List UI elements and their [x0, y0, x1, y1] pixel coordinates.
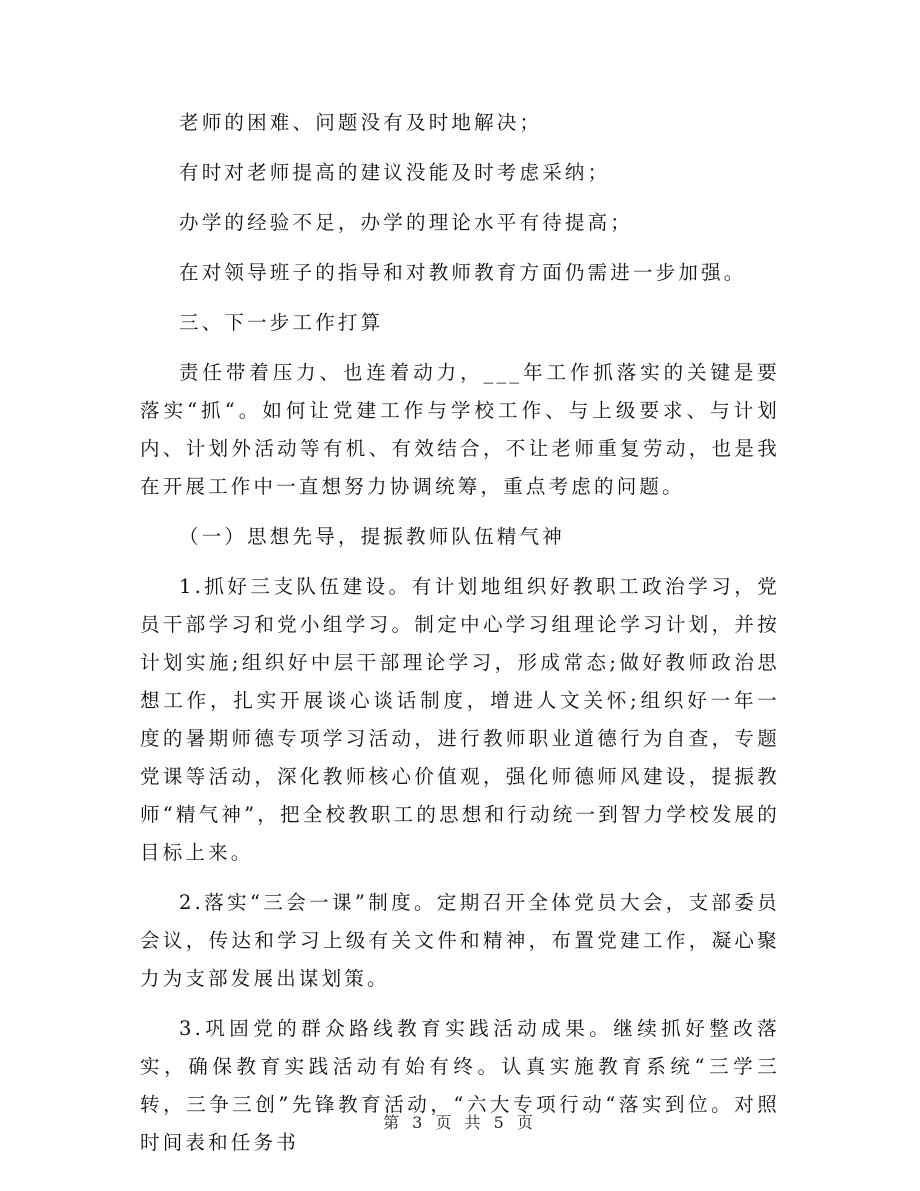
paragraph-problem-3: 办学的经验不足，办学的理论水平有待提高；	[179, 211, 634, 234]
paragraph-problem-2: 有时对老师提高的建议没能及时考虑采纳；	[179, 161, 611, 184]
document-body	[140, 104, 780, 1174]
paragraph-item-2: 2.落实“三会一课”制度。定期召开全体党员大会，支部委员会议，传达和学习上级有关文件和精神，布置党建工作，凝心聚力为支部发展出谋划策。	[140, 891, 780, 990]
paragraph-intro: 责任带着压力、也连着动力，___年工作抓落实的关键是要落实“抓“。如何让党建工作与学校工作、与上级要求、与计划内、计划外活动等有机、有效结合，不让老师重复劳动，也是我在开展工作中一直想努力协调统筹，重点考虑的问题。	[140, 361, 780, 498]
paragraph-item-1: 1.抓好三支队伍建设。有计划地组织好教职工政治学习，党员干部学习和党小组学习。制定中心学习组理论学习计划，并按计划实施;组织好中层干部理论学习，形成常态;做好教师政治思想工作，扎实开展谈心谈话制度，增进人文关怀;组织好一年一度的暑期师德专项学习活动，进行教师职业道德行为自查，专题党课等活动，深化教师核心价值观，强化师德师风建设，提振教师“精气神”，把全校教职工的思想和行动统一到智力学校发展的目标上来。	[140, 575, 780, 864]
paragraph-item-3: 3.巩固党的群众路线教育实践活动成果。继续抓好整改落实，确保教育实践活动有始有终。认真实施教育系统“三学三转，三争三创”先锋教育活动，“六大专项行动“落实到位。对照时间表和任务书	[140, 1017, 780, 1154]
paragraph-problem-4: 在对领导班子的指导和对教师教育方面仍需进一步加强。	[179, 261, 747, 284]
paragraph-problem-1: 老师的困难、问题没有及时地解决；	[179, 111, 543, 134]
page-number-footer: 第 3 页 共 5 页	[383, 1113, 537, 1132]
subsection-heading-thought: （一）思想先导，提振教师队伍精气神	[179, 525, 565, 548]
section-heading-next-steps: 三、下一步工作打算	[179, 311, 384, 334]
